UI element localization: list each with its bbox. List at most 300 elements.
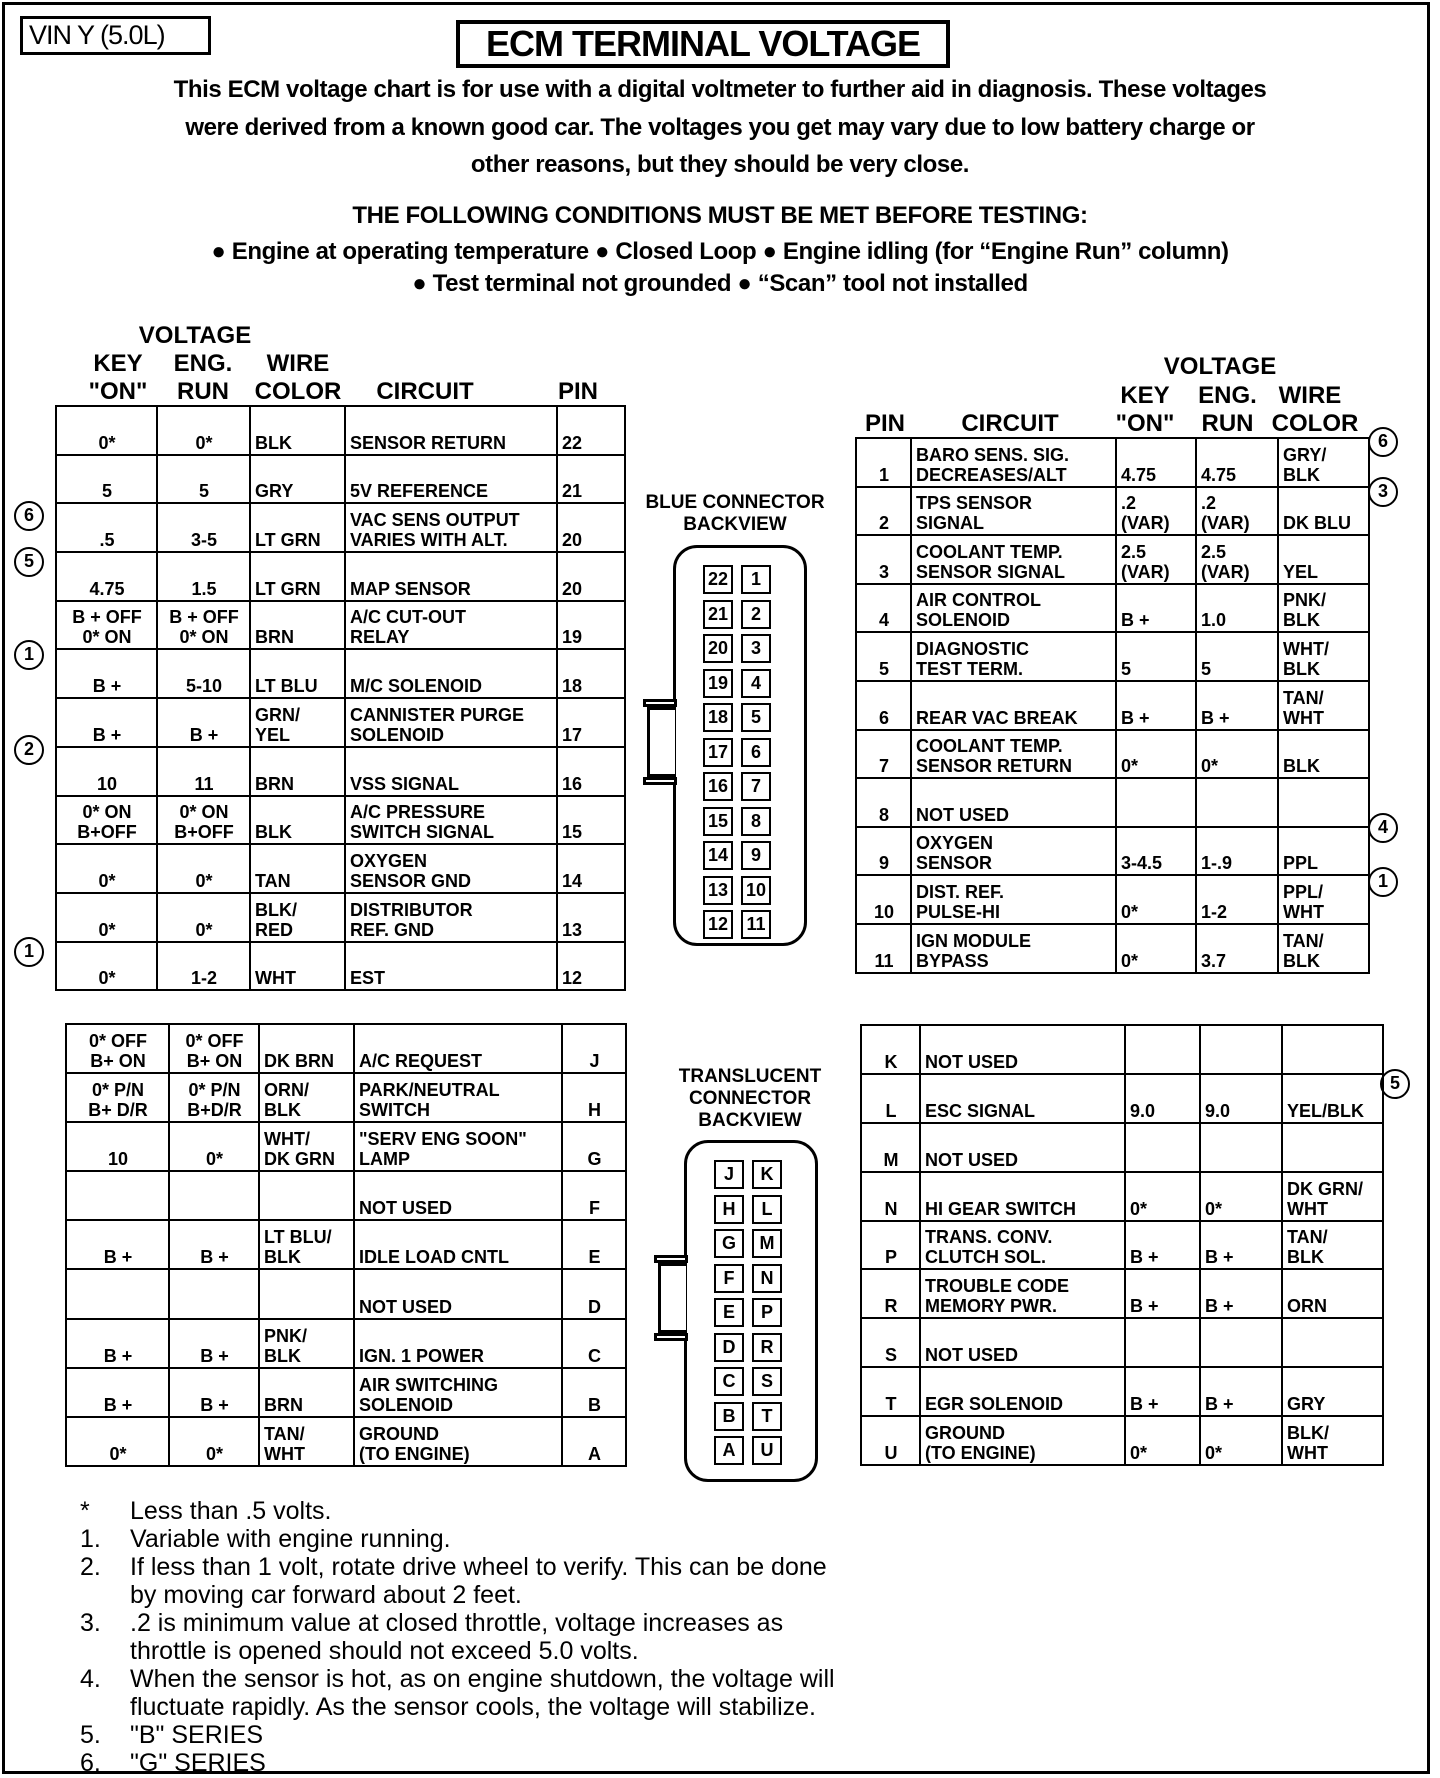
footnote-marker-circle: 1 xyxy=(14,937,44,967)
connector-pin: H xyxy=(714,1195,744,1224)
connector-pin: 5 xyxy=(741,703,771,732)
translucent-connector-right-table xyxy=(860,1024,1384,1466)
key-cell: B + xyxy=(56,649,157,698)
run-cell: B + xyxy=(1200,1269,1282,1318)
footnote-text: .2 is minimum value at closed throttle, voltage increases as xyxy=(130,1609,784,1637)
pin-cell: B xyxy=(562,1368,626,1417)
pin-cell: L xyxy=(861,1074,920,1123)
key-cell: 10 xyxy=(56,747,157,796)
key-cell: B + OFF 0* ON xyxy=(56,601,157,650)
pin-cell: 19 xyxy=(557,601,625,650)
connector-pin: 10 xyxy=(741,876,771,905)
wire-cell: PNK/ BLK xyxy=(259,1319,354,1368)
connector-pin: 18 xyxy=(703,703,733,732)
key-cell xyxy=(1125,1123,1200,1172)
footnote-marker: 2. xyxy=(80,1553,101,1581)
circuit-cell: M/C SOLENOID xyxy=(345,649,557,698)
run-cell xyxy=(1200,1318,1282,1367)
wire-cell: BRN xyxy=(250,747,345,796)
connector-pin: 16 xyxy=(703,772,733,801)
connector-pin: 4 xyxy=(741,669,771,698)
connector-latch xyxy=(647,707,675,777)
table-row xyxy=(56,893,625,942)
connector-pin: 22 xyxy=(703,565,733,594)
pin-cell: 18 xyxy=(557,649,625,698)
key-cell: 0* P/N B+ D/R xyxy=(66,1073,169,1122)
connector-body xyxy=(684,1140,818,1482)
connector-pin: M xyxy=(752,1229,782,1258)
right-key-header: KEY xyxy=(1120,382,1170,409)
footnote-line xyxy=(80,1693,980,1721)
run-cell: B + xyxy=(169,1368,259,1417)
footnote-marker: * xyxy=(80,1497,90,1525)
run-cell: 0* xyxy=(157,844,250,893)
circuit-cell: DISTRIBUTOR REF. GND xyxy=(345,893,557,942)
pin-cell: E xyxy=(562,1220,626,1269)
run-cell: 3.7 xyxy=(1196,924,1278,973)
wire-cell: LT BLU/ BLK xyxy=(259,1220,354,1269)
circuit-cell: NOT USED xyxy=(920,1025,1125,1074)
run-cell xyxy=(169,1269,259,1318)
page-title: ECM TERMINAL VOLTAGE xyxy=(456,20,950,68)
pin-cell: 21 xyxy=(557,455,625,504)
connector-latch-tab xyxy=(654,1255,688,1263)
wire-cell: LT GRN xyxy=(250,552,345,601)
connector-pin: A xyxy=(714,1436,744,1465)
run-cell: 5-10 xyxy=(157,649,250,698)
run-cell: 1.5 xyxy=(157,552,250,601)
connector-pin: 15 xyxy=(703,807,733,836)
circuit-cell: 5V REFERENCE xyxy=(345,455,557,504)
footnote-marker: 1. xyxy=(80,1525,101,1553)
footnote-text: "G" SERIES xyxy=(130,1749,266,1777)
connector-pin: 12 xyxy=(703,910,733,939)
circuit-cell: DIST. REF. PULSE-HI xyxy=(911,875,1116,924)
connector-pin: 11 xyxy=(741,910,771,939)
footnote-line xyxy=(80,1665,980,1693)
left-on-header: "ON" xyxy=(88,378,148,405)
left-color-header: COLOR xyxy=(254,378,342,405)
key-cell: .2 (VAR) xyxy=(1116,487,1196,536)
pin-cell: H xyxy=(562,1073,626,1122)
wire-cell xyxy=(1278,778,1369,827)
wire-cell: BLK/ WHT xyxy=(1282,1416,1383,1465)
blue-connector-right-table xyxy=(855,437,1370,974)
circuit-cell: VAC SENS OUTPUT VARIES WITH ALT. xyxy=(345,503,557,552)
circuit-cell: NOT USED xyxy=(920,1318,1125,1367)
run-cell: 0* xyxy=(1200,1416,1282,1465)
wire-cell: BRN xyxy=(250,601,345,650)
wire-cell: PPL xyxy=(1278,827,1369,876)
table-row xyxy=(856,487,1369,536)
footnote-marker: 4. xyxy=(80,1665,101,1693)
footnote-marker-circle: 6 xyxy=(14,501,44,531)
footnote-marker-circle: 5 xyxy=(14,547,44,577)
connector-pin: 21 xyxy=(703,600,733,629)
table-row xyxy=(861,1025,1383,1074)
wire-cell xyxy=(1282,1025,1383,1074)
key-cell xyxy=(1125,1025,1200,1074)
table-row xyxy=(856,730,1369,779)
connector-pin: 13 xyxy=(703,876,733,905)
run-cell: 0* xyxy=(157,406,250,455)
left-circuit-header: CIRCUIT xyxy=(376,378,474,405)
right-pin-header: PIN xyxy=(864,410,905,437)
run-cell: 11 xyxy=(157,747,250,796)
table-row xyxy=(856,681,1369,730)
intro-line-2: were derived from a known good car. The voltages you get may vary due to low battery charge or xyxy=(185,114,1255,141)
left-run-header: RUN xyxy=(177,378,229,405)
key-cell: 0* xyxy=(1125,1172,1200,1221)
connector-pin: C xyxy=(714,1367,744,1396)
circuit-cell: PARK/NEUTRAL SWITCH xyxy=(354,1073,562,1122)
key-cell: 3-4.5 xyxy=(1116,827,1196,876)
circuit-cell: NOT USED xyxy=(354,1171,562,1220)
run-cell: B + xyxy=(169,1220,259,1269)
circuit-cell: BARO SENS. SIG. DECREASES/ALT xyxy=(911,438,1116,487)
key-cell: B + xyxy=(66,1368,169,1417)
key-cell: 2.5 (VAR) xyxy=(1116,535,1196,584)
footnote-marker-circle: 5 xyxy=(1380,1069,1410,1099)
table-row xyxy=(856,778,1369,827)
table-row xyxy=(856,924,1369,973)
connector-pin: U xyxy=(752,1436,782,1465)
table-row xyxy=(861,1172,1383,1221)
circuit-cell: VSS SIGNAL xyxy=(345,747,557,796)
footnote-line xyxy=(80,1553,980,1581)
run-cell xyxy=(169,1171,259,1220)
circuit-cell: CANNISTER PURGE SOLENOID xyxy=(345,698,557,747)
right-run-header: RUN xyxy=(1201,410,1254,437)
key-cell: 0* xyxy=(66,1417,169,1466)
run-cell: B + xyxy=(1196,681,1278,730)
pin-cell: F xyxy=(562,1171,626,1220)
key-cell: 0* xyxy=(56,844,157,893)
wire-cell: WHT/ DK GRN xyxy=(259,1122,354,1171)
connector-pin: F xyxy=(714,1264,744,1293)
wire-cell: LT BLU xyxy=(250,649,345,698)
connector-pin: K xyxy=(752,1160,782,1189)
table-row xyxy=(66,1368,626,1417)
run-cell: 5 xyxy=(157,455,250,504)
key-cell: .5 xyxy=(56,503,157,552)
connector-body xyxy=(673,545,807,946)
circuit-cell: A/C REQUEST xyxy=(354,1024,562,1073)
pin-cell: 6 xyxy=(856,681,911,730)
connector-pin: 6 xyxy=(741,738,771,767)
wire-cell: GRY/ BLK xyxy=(1278,438,1369,487)
pin-cell: J xyxy=(562,1024,626,1073)
table-row xyxy=(861,1221,1383,1270)
pin-cell: 20 xyxy=(557,552,625,601)
table-row xyxy=(861,1074,1383,1123)
pin-cell: 20 xyxy=(557,503,625,552)
circuit-cell: REAR VAC BREAK xyxy=(911,681,1116,730)
key-cell: B + xyxy=(1125,1269,1200,1318)
wire-cell: GRY xyxy=(250,455,345,504)
table-row xyxy=(56,649,625,698)
circuit-cell: DIAGNOSTIC TEST TERM. xyxy=(911,632,1116,681)
wire-cell: GRN/ YEL xyxy=(250,698,345,747)
run-cell: 2.5 (VAR) xyxy=(1196,535,1278,584)
wire-cell xyxy=(1282,1318,1383,1367)
wire-cell: BLK/ RED xyxy=(250,893,345,942)
table-row xyxy=(56,503,625,552)
run-cell: 0* xyxy=(169,1417,259,1466)
footnote-text: by moving car forward about 2 feet. xyxy=(130,1581,522,1609)
circuit-cell: GROUND (TO ENGINE) xyxy=(354,1417,562,1466)
connector-pin: 9 xyxy=(741,841,771,870)
left-wire-header: WIRE xyxy=(266,350,330,377)
run-cell: 0* ON B+OFF xyxy=(157,796,250,845)
footnote-line xyxy=(80,1609,980,1637)
conditions-heading: THE FOLLOWING CONDITIONS MUST BE MET BEFORE TESTING: xyxy=(352,202,1088,229)
key-cell: 5 xyxy=(1116,632,1196,681)
wire-cell: DK BRN xyxy=(259,1024,354,1073)
table-row xyxy=(56,844,625,893)
wire-cell: BLK xyxy=(1278,730,1369,779)
connector-pin: E xyxy=(714,1298,744,1327)
circuit-cell: EGR SOLENOID xyxy=(920,1367,1125,1416)
key-cell: 4.75 xyxy=(56,552,157,601)
right-on-header: "ON" xyxy=(1115,410,1175,437)
table-row xyxy=(66,1024,626,1073)
pin-cell: 22 xyxy=(557,406,625,455)
footnote-line xyxy=(80,1497,980,1525)
key-cell: 0* xyxy=(1125,1416,1200,1465)
pin-cell: P xyxy=(861,1221,920,1270)
wire-cell: BLK xyxy=(250,796,345,845)
footnote-marker-circle: 4 xyxy=(1368,813,1398,843)
wire-cell: BLK xyxy=(250,406,345,455)
connector-pin: 2 xyxy=(741,600,771,629)
connector-pin: R xyxy=(752,1333,782,1362)
table-row xyxy=(56,455,625,504)
table-row xyxy=(56,942,625,991)
circuit-cell: ESC SIGNAL xyxy=(920,1074,1125,1123)
footnote-marker-circle: 1 xyxy=(1368,867,1398,897)
circuit-cell: EST xyxy=(345,942,557,991)
key-cell xyxy=(1116,778,1196,827)
left-pin-header: PIN xyxy=(557,378,598,405)
wire-cell: TAN/ WHT xyxy=(1278,681,1369,730)
table-row xyxy=(66,1122,626,1171)
footnote-line xyxy=(80,1721,980,1749)
table-row xyxy=(56,552,625,601)
connector-pin: 14 xyxy=(703,841,733,870)
table-row xyxy=(856,632,1369,681)
circuit-cell: IGN. 1 POWER xyxy=(354,1319,562,1368)
footnote-marker: 6. xyxy=(80,1749,101,1777)
run-cell: 0* xyxy=(169,1122,259,1171)
footnote-line xyxy=(80,1525,980,1553)
table-row xyxy=(56,601,625,650)
conditions-line-1: ● Engine at operating temperature ● Closed Loop ● Engine idling (for “Engine Run” column) xyxy=(211,238,1229,265)
circuit-cell: TPS SENSOR SIGNAL xyxy=(911,487,1116,536)
pin-cell: 12 xyxy=(557,942,625,991)
connector-latch-tab xyxy=(643,699,677,707)
connector-pin: 1 xyxy=(741,565,771,594)
wire-cell: ORN/ BLK xyxy=(259,1073,354,1122)
table-row xyxy=(861,1269,1383,1318)
pin-cell: 3 xyxy=(856,535,911,584)
run-cell: 5 xyxy=(1196,632,1278,681)
pin-cell: K xyxy=(861,1025,920,1074)
footnote-line xyxy=(80,1749,980,1777)
footnote-line xyxy=(80,1637,980,1665)
circuit-cell: COOLANT TEMP. SENSOR RETURN xyxy=(911,730,1116,779)
key-cell: 0* xyxy=(56,406,157,455)
connector-latch-tab xyxy=(654,1333,688,1341)
table-row xyxy=(856,875,1369,924)
run-cell: 9.0 xyxy=(1200,1074,1282,1123)
circuit-cell: IDLE LOAD CNTL xyxy=(354,1220,562,1269)
left-key-header: KEY xyxy=(93,350,143,377)
footnote-text: "B" SERIES xyxy=(130,1721,264,1749)
footnote-text: Less than .5 volts. xyxy=(130,1497,332,1525)
run-cell: 0* xyxy=(1200,1172,1282,1221)
table-row xyxy=(861,1367,1383,1416)
connector-pin: B xyxy=(714,1402,744,1431)
connector-pin: S xyxy=(752,1367,782,1396)
wire-cell xyxy=(259,1171,354,1220)
pin-cell: M xyxy=(861,1123,920,1172)
connector-pin: D xyxy=(714,1333,744,1362)
wire-cell: GRY xyxy=(1282,1367,1383,1416)
key-cell: B + xyxy=(56,698,157,747)
pin-cell: N xyxy=(861,1172,920,1221)
key-cell: 0* ON B+OFF xyxy=(56,796,157,845)
key-cell: 0* xyxy=(56,942,157,991)
run-cell: 0* xyxy=(157,893,250,942)
footnote-text: fluctuate rapidly. As the sensor cools, the voltage will stabilize. xyxy=(130,1693,816,1721)
pin-cell: 17 xyxy=(557,698,625,747)
footnote-line xyxy=(80,1581,980,1609)
footnote-marker-circle: 1 xyxy=(14,640,44,670)
footnote-marker: 3. xyxy=(80,1609,101,1637)
footnote-marker: 5. xyxy=(80,1721,101,1749)
key-cell xyxy=(66,1171,169,1220)
circuit-cell: NOT USED xyxy=(354,1269,562,1318)
table-row xyxy=(56,406,625,455)
table-row xyxy=(861,1123,1383,1172)
run-cell: B + xyxy=(1200,1367,1282,1416)
key-cell: B + xyxy=(1116,584,1196,633)
table-row xyxy=(861,1416,1383,1465)
footnote-marker-circle: 2 xyxy=(14,735,44,765)
wire-cell: TAN/ BLK xyxy=(1278,924,1369,973)
intro-line-3: other reasons, but they should be very close. xyxy=(470,151,970,178)
wire-cell: WHT/ BLK xyxy=(1278,632,1369,681)
wire-cell: WHT xyxy=(250,942,345,991)
right-wire-header: WIRE xyxy=(1278,382,1342,409)
table-row xyxy=(856,827,1369,876)
wire-cell: DK GRN/ WHT xyxy=(1282,1172,1383,1221)
circuit-cell: AIR CONTROL SOLENOID xyxy=(911,584,1116,633)
pin-cell: C xyxy=(562,1319,626,1368)
circuit-cell: NOT USED xyxy=(920,1123,1125,1172)
wire-cell: TAN/ BLK xyxy=(1282,1221,1383,1270)
translucent-connector-label: TRANSLUCENT CONNECTOR BACKVIEW xyxy=(678,1066,822,1131)
run-cell: B + xyxy=(1200,1221,1282,1270)
intro-line-1: This ECM voltage chart is for use with a digital voltmeter to further aid in diagnosis. These voltages xyxy=(173,76,1267,103)
table-row xyxy=(66,1417,626,1466)
footnote-marker-circle: 6 xyxy=(1368,427,1398,457)
run-cell: 0* P/N B+D/R xyxy=(169,1073,259,1122)
connector-pin: 19 xyxy=(703,669,733,698)
footnote-text: When the sensor is hot, as on engine shutdown, the voltage will xyxy=(130,1665,835,1693)
run-cell: 1-2 xyxy=(157,942,250,991)
right-voltage-header: VOLTAGE xyxy=(1163,353,1277,380)
connector-pin: L xyxy=(752,1195,782,1224)
footnote-marker-circle: 3 xyxy=(1368,477,1398,507)
table-row xyxy=(66,1220,626,1269)
left-eng-header: ENG. xyxy=(173,350,233,377)
wire-cell: YEL/BLK xyxy=(1282,1074,1383,1123)
pin-cell: 7 xyxy=(856,730,911,779)
table-row xyxy=(66,1269,626,1318)
connector-pin: J xyxy=(714,1160,744,1189)
run-cell: B + OFF 0* ON xyxy=(157,601,250,650)
run-cell: 0* OFF B+ ON xyxy=(169,1024,259,1073)
circuit-cell: COOLANT TEMP. SENSOR SIGNAL xyxy=(911,535,1116,584)
pin-cell: G xyxy=(562,1122,626,1171)
left-voltage-header: VOLTAGE xyxy=(138,322,252,349)
connector-pin: N xyxy=(752,1264,782,1293)
key-cell: 0* xyxy=(1116,924,1196,973)
connector-pin: 3 xyxy=(741,634,771,663)
circuit-cell: GROUND (TO ENGINE) xyxy=(920,1416,1125,1465)
circuit-cell: IGN MODULE BYPASS xyxy=(911,924,1116,973)
circuit-cell: TROUBLE CODE MEMORY PWR. xyxy=(920,1269,1125,1318)
blue-connector-label: BLUE CONNECTOR BACKVIEW xyxy=(645,492,825,535)
pin-cell: 16 xyxy=(557,747,625,796)
pin-cell: A xyxy=(562,1417,626,1466)
key-cell: B + xyxy=(1116,681,1196,730)
key-cell: 0* OFF B+ ON xyxy=(66,1024,169,1073)
key-cell: B + xyxy=(66,1220,169,1269)
key-cell: 0* xyxy=(1116,730,1196,779)
circuit-cell: "SERV ENG SOON" LAMP xyxy=(354,1122,562,1171)
right-color-header: COLOR xyxy=(1271,410,1359,437)
pin-cell: 10 xyxy=(856,875,911,924)
wire-cell: ORN xyxy=(1282,1269,1383,1318)
run-cell: 3-5 xyxy=(157,503,250,552)
connector-pin: 8 xyxy=(741,807,771,836)
run-cell: B + xyxy=(169,1319,259,1368)
key-cell: 5 xyxy=(56,455,157,504)
blue-connector-left-table xyxy=(55,405,626,991)
wire-cell: PPL/ WHT xyxy=(1278,875,1369,924)
key-cell: B + xyxy=(1125,1221,1200,1270)
circuit-cell: A/C PRESSURE SWITCH SIGNAL xyxy=(345,796,557,845)
right-eng-header: ENG. xyxy=(1198,382,1257,409)
circuit-cell: OXYGEN SENSOR GND xyxy=(345,844,557,893)
run-cell xyxy=(1200,1025,1282,1074)
key-cell xyxy=(1125,1318,1200,1367)
table-row xyxy=(66,1319,626,1368)
pin-cell: 2 xyxy=(856,487,911,536)
circuit-cell: NOT USED xyxy=(911,778,1116,827)
circuit-cell: HI GEAR SWITCH xyxy=(920,1172,1125,1221)
circuit-cell: AIR SWITCHING SOLENOID xyxy=(354,1368,562,1417)
connector-pin: 17 xyxy=(703,738,733,767)
wire-cell xyxy=(1282,1123,1383,1172)
key-cell: B + xyxy=(66,1319,169,1368)
key-cell: 10 xyxy=(66,1122,169,1171)
pin-cell: U xyxy=(861,1416,920,1465)
pin-cell: 14 xyxy=(557,844,625,893)
